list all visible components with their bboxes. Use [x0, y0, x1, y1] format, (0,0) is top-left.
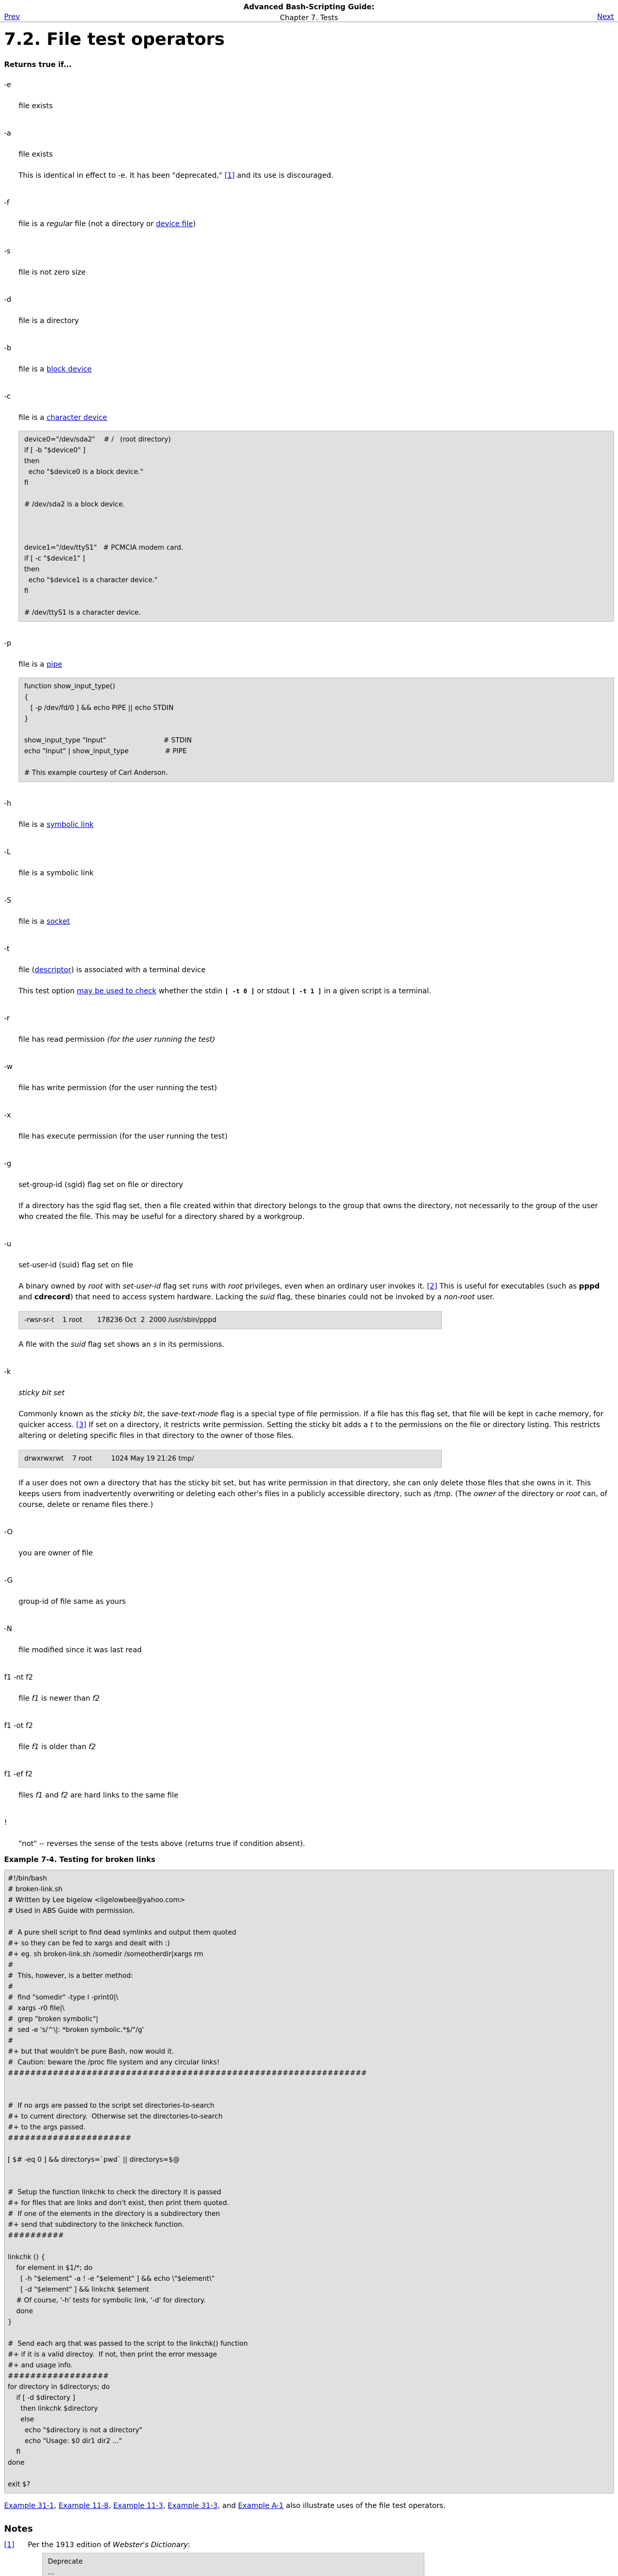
- top-navigation: [0, 0, 618, 22]
- note-row: [4, 2540, 424, 2576]
- op-term: -d: [4, 296, 11, 304]
- op-e: [4, 80, 614, 112]
- op-N: [4, 1624, 614, 1656]
- op-desc: file exists: [19, 102, 53, 110]
- example-code-block: #!/bin/bash # broken-link.sh # Written by Lee bigelow <ligelowbee@yahoo.com> # Used in ABS Guide with permission. # A pure shell script to find dead symlinks and output them quoted #+ so they can be fed to xargs and dealt with :) #+ eg. sh broken-link.sh /somedir /someotherdir|xargs rm # # This, however, is a better method: # # find "somedir" -type l -print0|\ # xargs -r0 file|\ # grep "broken symbolic"| # sed -e 's/^\|: *broken symbolic.*$/"/g' # #+ but that wouldn't be pure Bash, now would it. # Caution: beware the /proc file system and any circular links! ################################################################ # If no args are passed to the script set directories-to-search #+ to current directory. Otherwise set the directories-to-search #+ to the args passed. ###################### [ $# -eq 0 ] && directorys=`pwd` || directorys=$@ # Setup the function linkchk to check the directory it is passed #+ for files that are links and don't exist, then print them quoted. # If one of the elements in the directory is a subdirectory then #+ send that subdirectory to the linkcheck function. ########## linkchk () { for element in $1/*; do [ -h "$element" -a ! -e "$element" ] && echo \"$element\" [ -d "$element" ] && linkchk $element # Of course, '-h' tests for symbolic link, '-d' for directory. done } # Send each arg that was passed to the script to the linkchk() function #+ if it is a valid directoy. If not, then print the error message #+ and usage info. ################## for directory in $directorys; do if [ -d $directory ] then linkchk $directory else echo "$directory is not a directory" echo "Usage: $0 dir1 dir2 ..." fi done exit $?: [4, 1870, 614, 2494]
- notes-heading: Notes: [4, 2524, 33, 2534]
- op-r: [4, 1013, 614, 1045]
- op-note: If a user does not own a directory that has the sticky bit set, but has write permission in that directory, she can only delete those files that she owns in it. This keeps users from inadvertently overwriting or deleting each other's files in a publicly accessible directory, such as /tmp. (The owner of the directory or root can, of course, delete or rename files there.): [19, 1479, 608, 1509]
- op-a: [4, 128, 614, 181]
- note-anchor-1[interactable]: [1]: [4, 2541, 14, 2549]
- op-desc: file is a pipe: [19, 660, 62, 669]
- op-L: [4, 847, 614, 879]
- op-desc: file is a block device: [19, 365, 92, 374]
- op-t: [4, 944, 614, 997]
- op-term: -t: [4, 945, 10, 953]
- op-term: -k: [4, 1368, 11, 1376]
- op-desc: file (descriptor) is associated with a terminal device: [19, 966, 206, 974]
- op-not: [4, 1818, 614, 1850]
- op-term: -c: [4, 393, 11, 401]
- op-term: -g: [4, 1160, 11, 1168]
- op-note: If a directory has the sgid flag set, then a file created within that directory belongs to the group that owns the directory, not necessarily to the group of the user who created the file. This may be useful for a directory shared by a workgroup.: [19, 1202, 598, 1221]
- page-title: 7.2. File test operators: [4, 29, 225, 49]
- op-S: [4, 895, 614, 927]
- code-block-pipe: function show_input_type() { [ -p /dev/fd/0 ] && echo PIPE || echo STDIN } show_input_type "Input" # STDIN echo "Input" | show_input_type # PIPE # This example courtesy of Carl Anderson.: [19, 677, 614, 782]
- op-desc: file is a socket: [19, 918, 70, 926]
- op-term: -b: [4, 344, 11, 352]
- op-d: [4, 295, 614, 327]
- op-g: [4, 1159, 614, 1223]
- example-link[interactable]: Example 11-8: [58, 2502, 109, 2510]
- op-p: [4, 638, 614, 782]
- op-term: -x: [4, 1111, 11, 1120]
- op-term: -a: [4, 129, 11, 138]
- op-note: This test option may be used to check whether the stdin [ -t 0 ] or stdout [ -t 1 ] in a given script is a terminal.: [19, 987, 432, 995]
- op-desc: "not" -- reverses the sense of the tests above (returns true if condition absent).: [19, 1840, 305, 1848]
- prev-link[interactable]: Prev: [4, 13, 20, 21]
- op-desc: set-group-id (sgid) flag set on file or directory: [19, 1181, 183, 1189]
- op-desc: you are owner of file: [19, 1549, 93, 1557]
- op-note: A file with the suid flag set shows an s in its permissions.: [19, 1341, 225, 1349]
- op-term: -O: [4, 1528, 13, 1536]
- next-link[interactable]: Next: [597, 13, 614, 21]
- op-term: -r: [4, 1014, 10, 1023]
- op-term: !: [4, 1819, 7, 1827]
- op-note: This is identical in effect to -e. It has been "deprecated," [1] and its use is discouraged.: [19, 172, 334, 180]
- op-h: [4, 799, 614, 831]
- op-note: A binary owned by root with set-user-id flag set runs with root privileges, even when an ordinary user invokes it. [2] This is useful for executables (such as pppd and cdrecord) that need to access system hardware. Lacking the suid flag, these binaries could not be invoked by a non-root user.: [19, 1282, 600, 1301]
- footnote-link-1[interactable]: [1]: [224, 172, 235, 180]
- descriptor-link[interactable]: descriptor: [35, 966, 72, 974]
- see-also: Example 31-1, Example 11-8, Example 11-3, Example 31-3, and Example A-1 also illustrate uses of the file test operators.: [4, 2502, 446, 2510]
- op-term: f1 -ot f2: [4, 1722, 33, 1730]
- code-block-sticky: drwxrwxrwt 7 root 1024 May 19 21:26 tmp/: [19, 1450, 442, 1468]
- op-desc: sticky bit set: [19, 1389, 65, 1397]
- op-term: -L: [4, 848, 11, 856]
- note-text: Per the 1913 edition of Webster's Dictionary:: [28, 2541, 191, 2549]
- code-block-suid: -rwsr-sr-t 1 root 178236 Oct 2 2000 /usr/sbin/pppd: [19, 1311, 442, 1329]
- op-term: -w: [4, 1063, 13, 1071]
- op-s: [4, 246, 614, 278]
- op-term: -f: [4, 199, 9, 207]
- op-nt: [4, 1672, 614, 1704]
- op-G: [4, 1575, 614, 1607]
- op-ot: [4, 1721, 614, 1753]
- example-link[interactable]: Example 11-3: [113, 2502, 163, 2510]
- footnote-link-3[interactable]: [3]: [76, 1421, 87, 1429]
- op-c: [4, 392, 614, 622]
- footnote-link-2[interactable]: [2]: [427, 1282, 437, 1291]
- operator-list: [4, 80, 614, 1850]
- op-k: [4, 1367, 614, 1511]
- op-desc: files f1 and f2 are hard links to the same file: [19, 1791, 179, 1800]
- op-desc: file f1 is newer than f2: [19, 1694, 100, 1703]
- example-link[interactable]: Example 31-1: [4, 2502, 54, 2510]
- op-u: [4, 1239, 614, 1350]
- example-title: Example 7-4. Testing for broken links: [4, 1856, 156, 1864]
- op-desc: file modified since it was last read: [19, 1646, 142, 1654]
- op-desc: file has read permission (for the user running the test): [19, 1036, 215, 1044]
- op-desc: file is a character device: [19, 414, 107, 422]
- lead-text: Returns true if...: [4, 61, 72, 69]
- op-ef: [4, 1769, 614, 1801]
- guide-title: Advanced Bash-Scripting Guide:: [243, 3, 375, 11]
- op-term: -s: [4, 247, 11, 256]
- op-term: -G: [4, 1577, 13, 1585]
- symbolic-link-link[interactable]: symbolic link: [46, 821, 94, 829]
- op-term: f1 -nt f2: [4, 1673, 33, 1682]
- notes-table: [4, 2540, 424, 2576]
- device-file-link[interactable]: device file: [156, 220, 193, 228]
- note-quote: Deprecate ...: [42, 2553, 424, 2576]
- op-term: -N: [4, 1625, 12, 1633]
- example-link[interactable]: Example A-1: [238, 2502, 284, 2510]
- check-terminal-link[interactable]: may be used to check: [77, 987, 157, 995]
- pipe-link[interactable]: pipe: [46, 660, 62, 669]
- op-term: -h: [4, 800, 11, 808]
- op-term: f1 -ef f2: [4, 1770, 33, 1778]
- op-O: [4, 1527, 614, 1559]
- block-device-link[interactable]: block device: [46, 365, 92, 374]
- main-content: [0, 29, 618, 2576]
- op-note: Commonly known as the sticky bit, the save-text-mode flag is a special type of file permission. If a file has this flag set, that file will be kept in cache memory, for quicker access. [3] If set on a directory, it restricts write permission. Setting the sticky bit adds a t to the permissions on the file or directory listing. This restricts altering or deleting specific files in that directory to the owner of those files.: [19, 1410, 604, 1440]
- op-term: -p: [4, 639, 11, 648]
- op-desc: file exists: [19, 150, 53, 159]
- example-link[interactable]: Example 31-3: [167, 2502, 218, 2510]
- character-device-link[interactable]: character device: [46, 414, 107, 422]
- op-desc: set-user-id (suid) flag set on file: [19, 1261, 133, 1269]
- op-desc: file has execute permission (for the user running the test): [19, 1132, 228, 1141]
- op-desc: file is a symbolic link: [19, 821, 94, 829]
- op-desc: file is a directory: [19, 317, 79, 325]
- socket-link[interactable]: socket: [46, 918, 70, 926]
- op-desc: file is a symbolic link: [19, 869, 94, 877]
- op-desc: file has write permission (for the user running the test): [19, 1084, 217, 1092]
- op-w: [4, 1062, 614, 1094]
- op-desc: file is not zero size: [19, 268, 86, 277]
- op-desc: file is a regular file (not a directory or device file): [19, 220, 196, 228]
- op-x: [4, 1110, 614, 1142]
- chapter-title: Chapter 7. Tests: [280, 14, 338, 22]
- op-desc: group-id of file same as yours: [19, 1598, 126, 1606]
- op-term: -e: [4, 81, 11, 89]
- op-f: [4, 198, 614, 230]
- op-term: -u: [4, 1240, 11, 1248]
- op-term: -S: [4, 896, 11, 905]
- op-desc: file f1 is older than f2: [19, 1743, 96, 1751]
- op-b: [4, 343, 614, 375]
- code-block-device: device0="/dev/sda2" # / (root directory) if [ -b "$device0" ] then echo "$device0 is a block device." fi # /dev/sda2 is a block device. device1="/dev/ttyS1" # PCMCIA modem card. if [ -c "$device1" ] then echo "$device1 is a character device." fi # /dev/ttyS1 is a character device.: [19, 431, 614, 622]
